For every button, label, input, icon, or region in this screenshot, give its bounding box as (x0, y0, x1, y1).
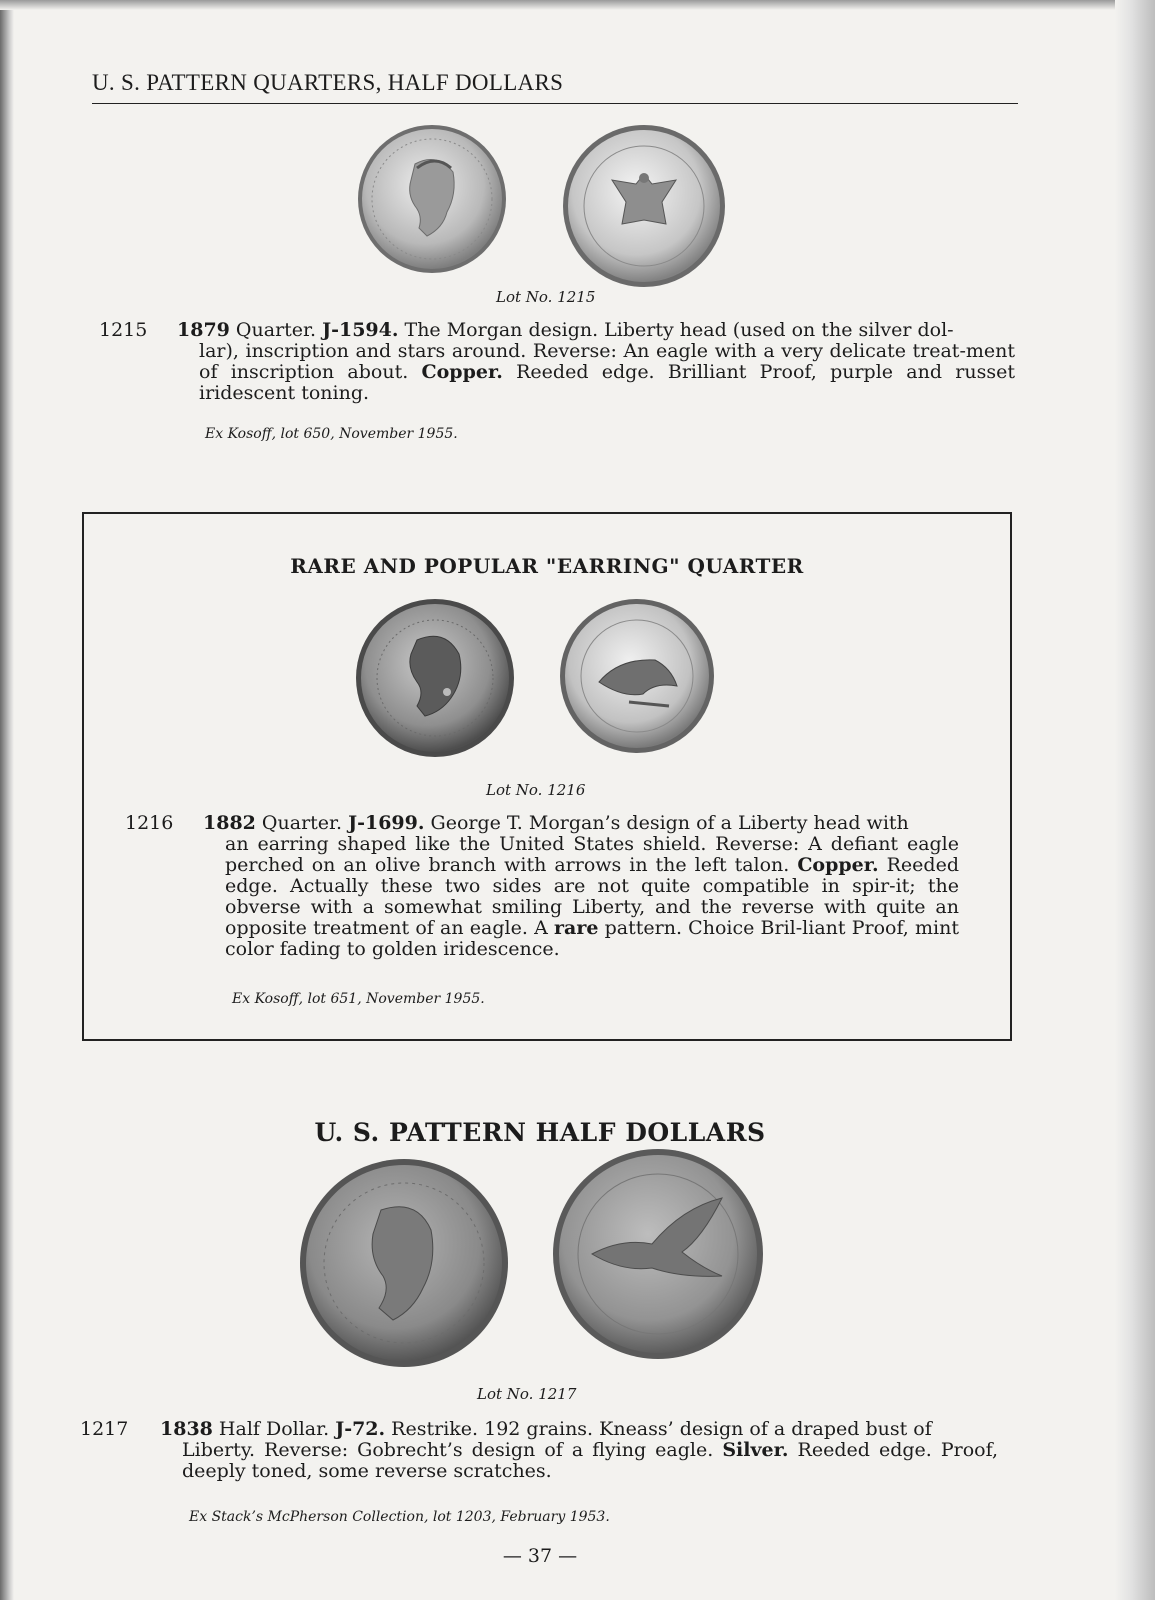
provenance-1215: Ex Kosoff, lot 650, November 1955. (205, 426, 458, 442)
page-binding-shadow (0, 0, 14, 1600)
coin-1215-obverse (357, 124, 507, 274)
header-rule (92, 103, 1018, 104)
lot-description-continued: Liberty. Reverse: Gobrecht’s design of a flying eagle. Silver. Reeded edge. Proof, deeply toned, some reverse scratches. (182, 1439, 998, 1482)
caption-lot-1216: Lot No. 1216 (486, 781, 586, 799)
lot-description-continued: an earring shaped like the United States shield. Reverse: A defiant eagle perched on an olive branch with arrows in the left talon. Copper. Reeded edge. Actually these two sides are not quite compatible in spir-it; the obverse with a somewhat smiling Liberty, and the reverse with quite an opposite treatment of an eagle. A rare pattern. Choice Bril-liant Proof, mint color fading to golden iridescence. (225, 833, 960, 960)
coin-1217-reverse (552, 1148, 764, 1360)
coin-1215-reverse (562, 124, 726, 288)
lot-1215-entry (99, 320, 1015, 420)
page-top-edge (0, 0, 1155, 10)
section-heading: U. S. PATTERN HALF DOLLARS (314, 1118, 766, 1147)
lot-number: 1216 (125, 812, 174, 834)
lot-1216-entry (125, 813, 959, 983)
caption-lot-1217: Lot No. 1217 (477, 1385, 577, 1403)
lot-description-first-line: 1882 Quarter. J-1699. George T. Morgan’s design of a Liberty head with (203, 812, 909, 834)
coin-1216-obverse (355, 598, 515, 758)
lot-description-first-line: 1838 Half Dollar. J-72. Restrike. 192 grains. Kneass’ design of a draped bust of (160, 1418, 932, 1440)
coin-1217-obverse (299, 1158, 509, 1368)
provenance-1217: Ex Stack’s McPherson Collection, lot 1203, February 1953. (189, 1509, 610, 1525)
lot-description-continued: lar), inscription and stars around. Reverse: An eagle with a very delicate treat-ment of inscription about. Copper. Reeded edge. Brilliant Proof, purple and russet iridescent toning. (199, 340, 1015, 404)
coin-1216-reverse (559, 598, 715, 754)
provenance-1216: Ex Kosoff, lot 651, November 1955. (232, 991, 485, 1007)
lot-description-first-line: 1879 Quarter. J-1594. The Morgan design. Liberty head (used on the silver dol- (177, 319, 954, 341)
page-right-edge (1115, 0, 1155, 1600)
lot-number: 1217 (80, 1418, 129, 1440)
caption-lot-1215: Lot No. 1215 (496, 288, 596, 306)
page-number: — 37 — (502, 1545, 578, 1567)
running-header: U. S. PATTERN QUARTERS, HALF DOLLARS (92, 70, 564, 95)
lot-1217-entry (80, 1419, 998, 1489)
featured-lot-heading: RARE AND POPULAR "EARRING" QUARTER (290, 554, 804, 578)
lot-number: 1215 (99, 319, 148, 341)
